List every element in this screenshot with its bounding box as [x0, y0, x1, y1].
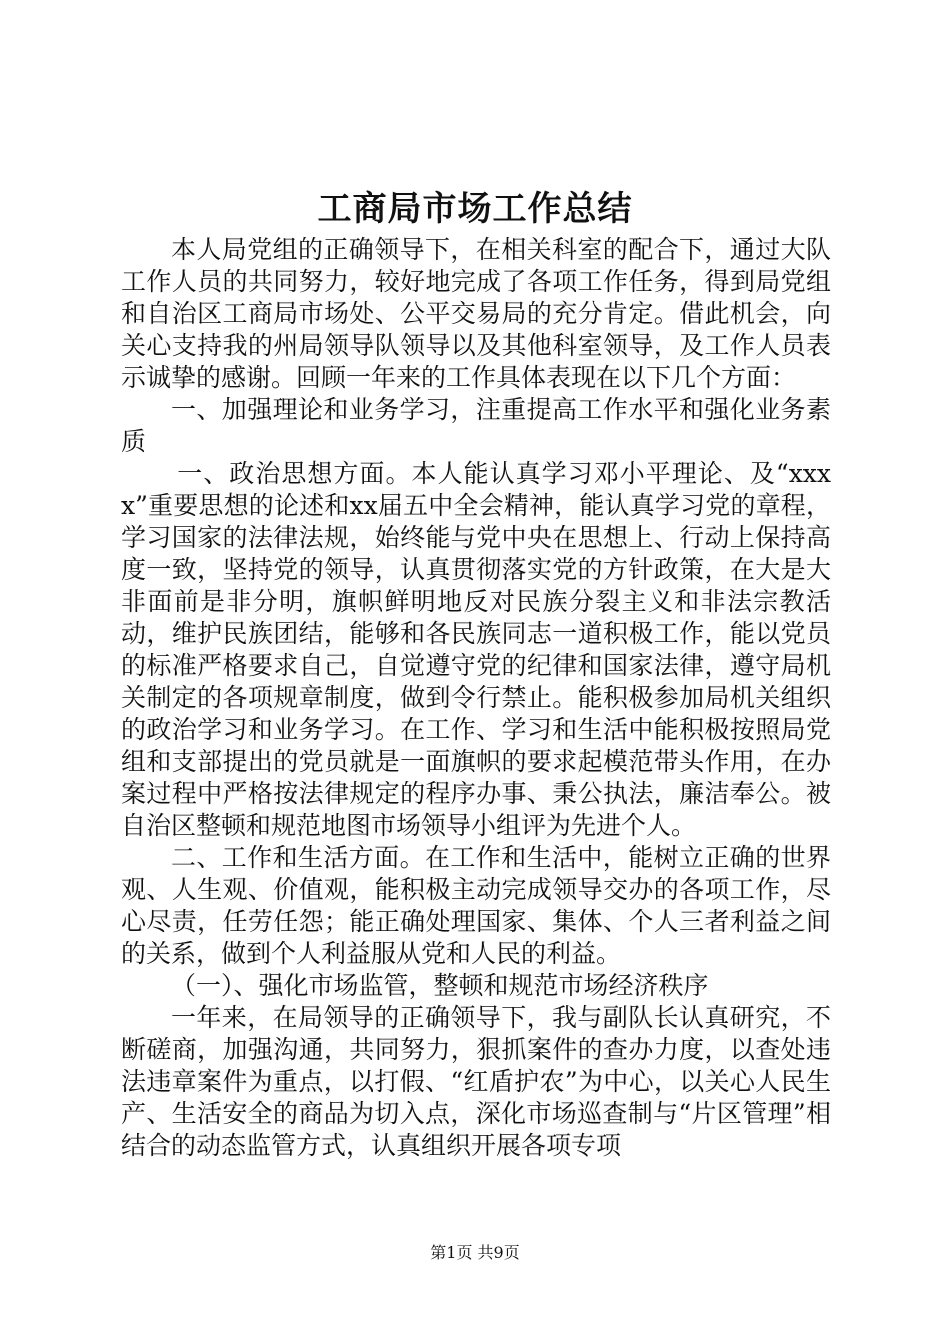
document-body — [121, 234, 831, 1162]
paragraph-political-thought: 一、政治思想方面。本人能认真学习邓小平理论、及“xxxx”重要思想的论述和xx届五中全会精神，能认真学习党的章程，学习国家的法律法规，始终能与党中央在思想上、行动上保持高度一致，坚持党的领导，认真贯彻落实党的方针政策，在大是大非面前是非分明，旗帜鲜明地反对民族分裂主义和非法宗教活动，维护民族团结，能够和各民族同志一道积极工作，能以党员的标准严格要求自己，自觉遵守党的纪律和国家法律，遵守局机关制定的各项规章制度，做到令行禁止。能积极参加局机关组织的政治学习和业务学习。在工作、学习和生活中能积极按照局党组和支部提出的党员就是一面旗帜的要求起模范带头作用，在办案过程中严格按法律规定的程序办事、秉公执法，廉洁奉公。被自治区整顿和规范地图市场领导小组评为先进个人。 — [121, 459, 831, 840]
paragraph-intro: 本人局党组的正确领导下，在相关科室的配合下，通过大队工作人员的共同努力，较好地完成了各项工作任务，得到局党组和自治区工商局市场处、公平交易局的充分肯定。借此机会，向关心支持我的州局领导队领导以及其他科室领导，及工作人员表示诚挚的感谢。回顾一年来的工作具体表现在以下几个方面： — [121, 235, 831, 392]
paragraph-market-supervision: 一年来，在局领导的正确领导下，我与副队长认真研究，不断磋商，加强沟通，共同努力，狠抓案件的查办力度，以查处违法违章案件为重点，以打假、“红盾护农”为中心，以关心人民生产、生活安全的商品为切入点，深化市场巡查制与“片区管理”相结合的动态监管方式，认真组织开展各项专项 — [121, 1003, 831, 1160]
document-title: 工商局市场工作总结 — [317, 189, 633, 229]
paragraph-subsection-heading: （一）、强化市场监管，整顿和规范市场经济秩序 — [171, 971, 709, 1000]
paragraph-work-life: 二、工作和生活方面。在工作和生活中，能树立正确的世界观、人生观、价值观，能积极主动完成领导交办的各项工作，尽心尽责，任劳任怨；能正确处理国家、集体、个人三者利益之间的关系，做到个人利益服从党和人民的利益。 — [121, 843, 831, 968]
page-number-footer: 第1页 共9页 — [430, 1243, 520, 1262]
paragraph-section-heading: 一、加强理论和业务学习，注重提高工作水平和强化业务素质 — [121, 395, 831, 456]
